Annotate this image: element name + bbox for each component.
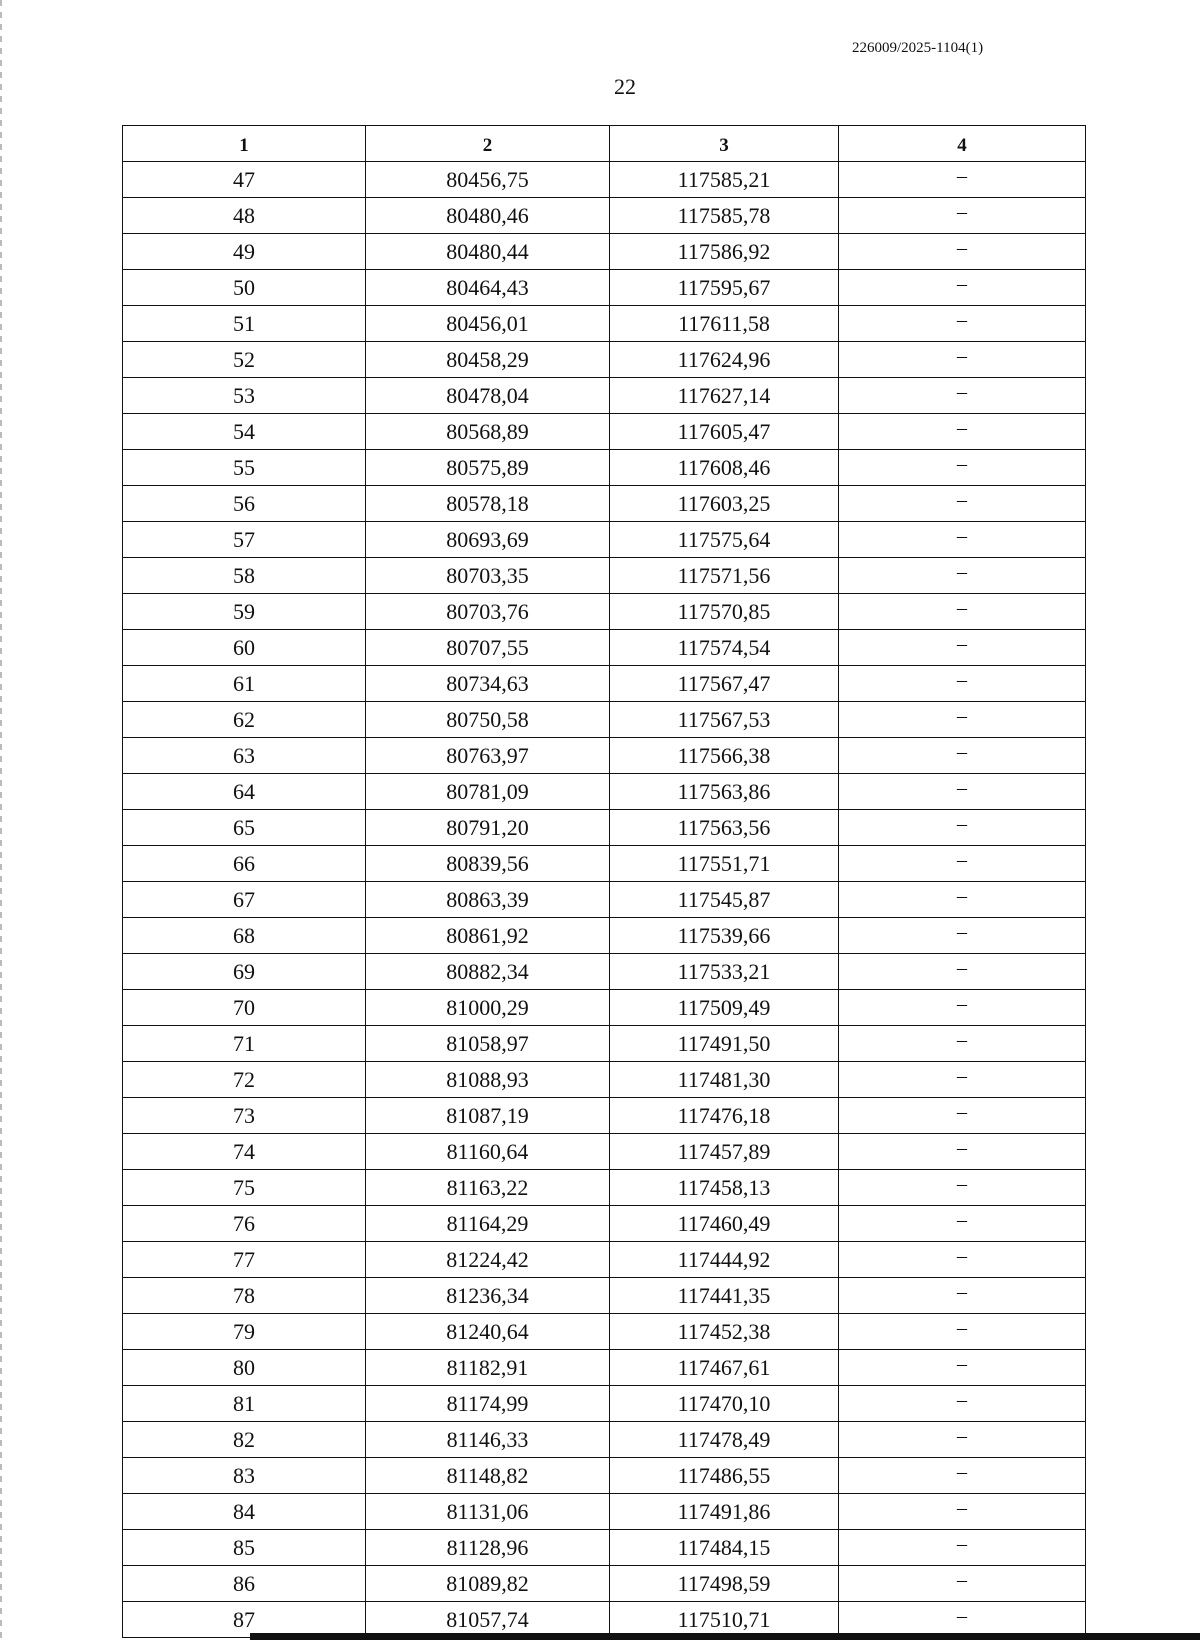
note-cell: – [839, 1098, 1086, 1134]
point-number-cell: 69 [123, 954, 366, 990]
note-cell: – [839, 1134, 1086, 1170]
point-number-cell: 87 [123, 1602, 366, 1638]
table-row [123, 738, 1086, 774]
table-row [123, 1026, 1086, 1062]
x-coordinate-cell: 80861,92 [366, 918, 610, 954]
point-number-cell: 61 [123, 666, 366, 702]
y-coordinate-cell: 117585,78 [610, 198, 839, 234]
x-coordinate-cell: 80781,09 [366, 774, 610, 810]
point-number-cell: 50 [123, 270, 366, 306]
point-number-cell: 53 [123, 378, 366, 414]
y-coordinate-cell: 117510,71 [610, 1602, 839, 1638]
note-cell: – [839, 1530, 1086, 1566]
note-cell: – [839, 1602, 1086, 1638]
x-coordinate-cell: 81148,82 [366, 1458, 610, 1494]
x-coordinate-cell: 80703,35 [366, 558, 610, 594]
y-coordinate-cell: 117491,50 [610, 1026, 839, 1062]
note-cell: – [839, 702, 1086, 738]
y-coordinate-cell: 117605,47 [610, 414, 839, 450]
y-coordinate-cell: 117444,92 [610, 1242, 839, 1278]
table-row [123, 774, 1086, 810]
x-coordinate-cell: 80480,44 [366, 234, 610, 270]
table-row [123, 198, 1086, 234]
x-coordinate-cell: 81058,97 [366, 1026, 610, 1062]
y-coordinate-cell: 117533,21 [610, 954, 839, 990]
x-coordinate-cell: 80763,97 [366, 738, 610, 774]
note-cell: – [839, 306, 1086, 342]
point-number-cell: 67 [123, 882, 366, 918]
note-cell: – [839, 990, 1086, 1026]
y-coordinate-cell: 117567,53 [610, 702, 839, 738]
y-coordinate-cell: 117491,86 [610, 1494, 839, 1530]
point-number-cell: 79 [123, 1314, 366, 1350]
note-cell: – [839, 1494, 1086, 1530]
table-row [123, 378, 1086, 414]
table-row [123, 1314, 1086, 1350]
note-cell: – [839, 954, 1086, 990]
table-row [123, 1062, 1086, 1098]
x-coordinate-cell: 80791,20 [366, 810, 610, 846]
point-number-cell: 82 [123, 1422, 366, 1458]
y-coordinate-cell: 117603,25 [610, 486, 839, 522]
note-cell: – [839, 270, 1086, 306]
y-coordinate-cell: 117476,18 [610, 1098, 839, 1134]
y-coordinate-cell: 117574,54 [610, 630, 839, 666]
table-row [123, 306, 1086, 342]
x-coordinate-cell: 80734,63 [366, 666, 610, 702]
note-cell: – [839, 234, 1086, 270]
table-row [123, 702, 1086, 738]
point-number-cell: 70 [123, 990, 366, 1026]
table-row [123, 918, 1086, 954]
column-header-3: 3 [610, 126, 839, 162]
y-coordinate-cell: 117458,13 [610, 1170, 839, 1206]
table-row [123, 1530, 1086, 1566]
y-coordinate-cell: 117467,61 [610, 1350, 839, 1386]
column-header-2: 2 [366, 126, 610, 162]
y-coordinate-cell: 117627,14 [610, 378, 839, 414]
y-coordinate-cell: 117566,38 [610, 738, 839, 774]
column-header-1: 1 [123, 126, 366, 162]
point-number-cell: 74 [123, 1134, 366, 1170]
note-cell: – [839, 558, 1086, 594]
x-coordinate-cell: 80703,76 [366, 594, 610, 630]
table-row [123, 990, 1086, 1026]
point-number-cell: 78 [123, 1278, 366, 1314]
y-coordinate-cell: 117624,96 [610, 342, 839, 378]
y-coordinate-cell: 117470,10 [610, 1386, 839, 1422]
y-coordinate-cell: 117545,87 [610, 882, 839, 918]
note-cell: – [839, 522, 1086, 558]
table-row [123, 1494, 1086, 1530]
table-row [123, 1458, 1086, 1494]
y-coordinate-cell: 117452,38 [610, 1314, 839, 1350]
note-cell: – [839, 1278, 1086, 1314]
point-number-cell: 68 [123, 918, 366, 954]
y-coordinate-cell: 117484,15 [610, 1530, 839, 1566]
x-coordinate-cell: 81224,42 [366, 1242, 610, 1278]
note-cell: – [839, 1206, 1086, 1242]
table-row [123, 1206, 1086, 1242]
note-cell: – [839, 486, 1086, 522]
point-number-cell: 86 [123, 1566, 366, 1602]
point-number-cell: 80 [123, 1350, 366, 1386]
table-row [123, 1242, 1086, 1278]
x-coordinate-cell: 81160,64 [366, 1134, 610, 1170]
x-coordinate-cell: 81164,29 [366, 1206, 610, 1242]
x-coordinate-cell: 81057,74 [366, 1602, 610, 1638]
x-coordinate-cell: 80693,69 [366, 522, 610, 558]
note-cell: – [839, 1350, 1086, 1386]
point-number-cell: 52 [123, 342, 366, 378]
scan-bottom-bar [250, 1633, 1200, 1640]
y-coordinate-cell: 117567,47 [610, 666, 839, 702]
x-coordinate-cell: 80839,56 [366, 846, 610, 882]
note-cell: – [839, 918, 1086, 954]
y-coordinate-cell: 117570,85 [610, 594, 839, 630]
x-coordinate-cell: 81000,29 [366, 990, 610, 1026]
table-row [123, 522, 1086, 558]
table-row [123, 594, 1086, 630]
note-cell: – [839, 1422, 1086, 1458]
x-coordinate-cell: 80478,04 [366, 378, 610, 414]
table-row [123, 846, 1086, 882]
y-coordinate-cell: 117509,49 [610, 990, 839, 1026]
point-number-cell: 75 [123, 1170, 366, 1206]
point-number-cell: 83 [123, 1458, 366, 1494]
point-number-cell: 55 [123, 450, 366, 486]
note-cell: – [839, 378, 1086, 414]
note-cell: – [839, 1566, 1086, 1602]
table-row [123, 1134, 1086, 1170]
x-coordinate-cell: 81089,82 [366, 1566, 610, 1602]
column-header-4: 4 [839, 126, 1086, 162]
table-row [123, 450, 1086, 486]
note-cell: – [839, 774, 1086, 810]
table-row [123, 1566, 1086, 1602]
table-row [123, 342, 1086, 378]
y-coordinate-cell: 117539,66 [610, 918, 839, 954]
y-coordinate-cell: 117575,64 [610, 522, 839, 558]
x-coordinate-cell: 81174,99 [366, 1386, 610, 1422]
x-coordinate-cell: 81128,96 [366, 1530, 610, 1566]
y-coordinate-cell: 117441,35 [610, 1278, 839, 1314]
point-number-cell: 66 [123, 846, 366, 882]
note-cell: – [839, 738, 1086, 774]
note-cell: – [839, 1062, 1086, 1098]
y-coordinate-cell: 117563,56 [610, 810, 839, 846]
x-coordinate-cell: 80456,01 [366, 306, 610, 342]
x-coordinate-cell: 80750,58 [366, 702, 610, 738]
y-coordinate-cell: 117478,49 [610, 1422, 839, 1458]
point-number-cell: 64 [123, 774, 366, 810]
point-number-cell: 58 [123, 558, 366, 594]
table-row [123, 1422, 1086, 1458]
x-coordinate-cell: 80568,89 [366, 414, 610, 450]
point-number-cell: 48 [123, 198, 366, 234]
note-cell: – [839, 1386, 1086, 1422]
y-coordinate-cell: 117571,56 [610, 558, 839, 594]
scan-edge [0, 0, 2, 1640]
point-number-cell: 85 [123, 1530, 366, 1566]
note-cell: – [839, 1242, 1086, 1278]
table-row [123, 630, 1086, 666]
x-coordinate-cell: 80575,89 [366, 450, 610, 486]
table-row [123, 1170, 1086, 1206]
point-number-cell: 54 [123, 414, 366, 450]
x-coordinate-cell: 80882,34 [366, 954, 610, 990]
table-row [123, 666, 1086, 702]
x-coordinate-cell: 81146,33 [366, 1422, 610, 1458]
y-coordinate-cell: 117595,67 [610, 270, 839, 306]
table-row [123, 270, 1086, 306]
y-coordinate-cell: 117608,46 [610, 450, 839, 486]
document-number: 226009/2025-1104(1) [852, 40, 984, 56]
point-number-cell: 51 [123, 306, 366, 342]
y-coordinate-cell: 117498,59 [610, 1566, 839, 1602]
note-cell: – [839, 1170, 1086, 1206]
point-number-cell: 60 [123, 630, 366, 666]
y-coordinate-cell: 117486,55 [610, 1458, 839, 1494]
x-coordinate-cell: 81236,34 [366, 1278, 610, 1314]
note-cell: – [839, 198, 1086, 234]
point-number-cell: 62 [123, 702, 366, 738]
y-coordinate-cell: 117563,86 [610, 774, 839, 810]
point-number-cell: 71 [123, 1026, 366, 1062]
table-row [123, 954, 1086, 990]
x-coordinate-cell: 80464,43 [366, 270, 610, 306]
note-cell: – [839, 1314, 1086, 1350]
y-coordinate-cell: 117586,92 [610, 234, 839, 270]
table-row [123, 1278, 1086, 1314]
x-coordinate-cell: 81088,93 [366, 1062, 610, 1098]
x-coordinate-cell: 81163,22 [366, 1170, 610, 1206]
note-cell: – [839, 882, 1086, 918]
y-coordinate-cell: 117481,30 [610, 1062, 839, 1098]
x-coordinate-cell: 80707,55 [366, 630, 610, 666]
table-row [123, 1350, 1086, 1386]
x-coordinate-cell: 81240,64 [366, 1314, 610, 1350]
note-cell: – [839, 342, 1086, 378]
table-row [123, 882, 1086, 918]
y-coordinate-cell: 117551,71 [610, 846, 839, 882]
table-row [123, 1098, 1086, 1134]
y-coordinate-cell: 117585,21 [610, 162, 839, 198]
point-number-cell: 57 [123, 522, 366, 558]
point-number-cell: 47 [123, 162, 366, 198]
point-number-cell: 56 [123, 486, 366, 522]
note-cell: – [839, 810, 1086, 846]
x-coordinate-cell: 81087,19 [366, 1098, 610, 1134]
note-cell: – [839, 1458, 1086, 1494]
point-number-cell: 84 [123, 1494, 366, 1530]
point-number-cell: 72 [123, 1062, 366, 1098]
table-header-row [123, 126, 1086, 162]
table-row [123, 162, 1086, 198]
x-coordinate-cell: 80578,18 [366, 486, 610, 522]
table-row [123, 1386, 1086, 1422]
x-coordinate-cell: 81182,91 [366, 1350, 610, 1386]
x-coordinate-cell: 80863,39 [366, 882, 610, 918]
note-cell: – [839, 450, 1086, 486]
note-cell: – [839, 846, 1086, 882]
x-coordinate-cell: 80458,29 [366, 342, 610, 378]
table-row [123, 414, 1086, 450]
point-number-cell: 65 [123, 810, 366, 846]
note-cell: – [839, 162, 1086, 198]
table-body [123, 162, 1086, 1638]
y-coordinate-cell: 117457,89 [610, 1134, 839, 1170]
point-number-cell: 81 [123, 1386, 366, 1422]
table-row [123, 486, 1086, 522]
coordinates-table [122, 125, 1086, 1638]
point-number-cell: 77 [123, 1242, 366, 1278]
point-number-cell: 59 [123, 594, 366, 630]
y-coordinate-cell: 117460,49 [610, 1206, 839, 1242]
table-row [123, 234, 1086, 270]
x-coordinate-cell: 80480,46 [366, 198, 610, 234]
note-cell: – [839, 594, 1086, 630]
note-cell: – [839, 1026, 1086, 1062]
note-cell: – [839, 666, 1086, 702]
note-cell: – [839, 630, 1086, 666]
page-number: 22 [614, 74, 636, 99]
point-number-cell: 73 [123, 1098, 366, 1134]
point-number-cell: 76 [123, 1206, 366, 1242]
point-number-cell: 63 [123, 738, 366, 774]
point-number-cell: 49 [123, 234, 366, 270]
table-row [123, 558, 1086, 594]
x-coordinate-cell: 81131,06 [366, 1494, 610, 1530]
table-row [123, 810, 1086, 846]
note-cell: – [839, 414, 1086, 450]
y-coordinate-cell: 117611,58 [610, 306, 839, 342]
x-coordinate-cell: 80456,75 [366, 162, 610, 198]
